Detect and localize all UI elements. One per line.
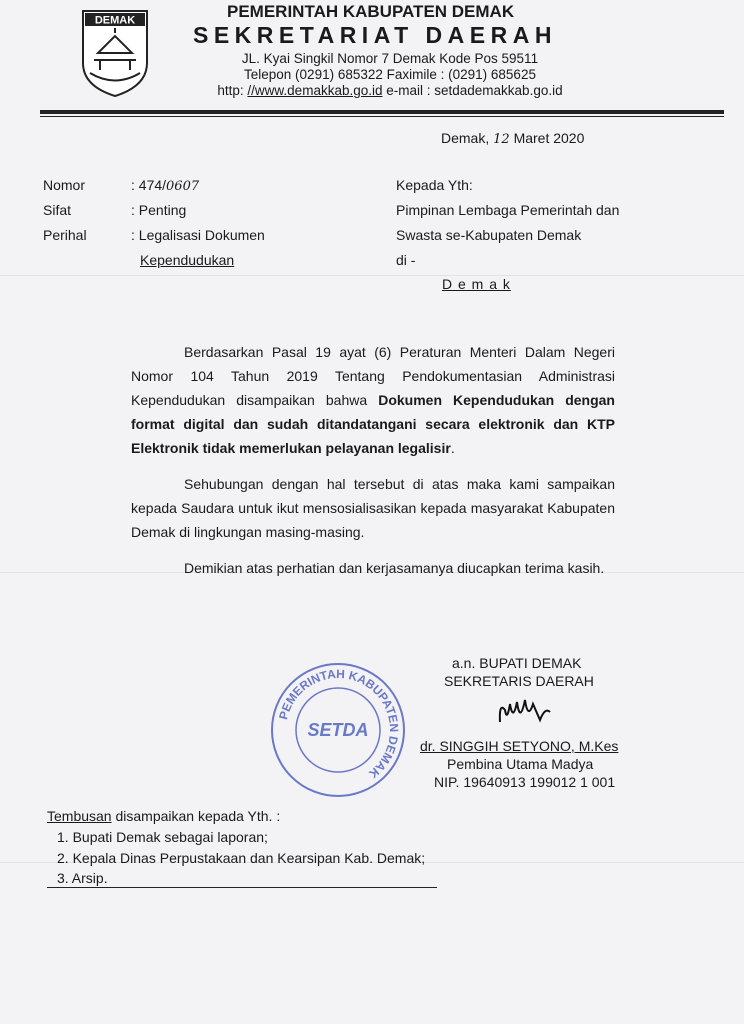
- signatory-rank: Pembina Utama Madya: [447, 756, 594, 772]
- recipient-city: D e m a k: [442, 276, 511, 292]
- recipient-greeting: Kepada Yth:: [396, 177, 473, 193]
- website-link[interactable]: //www.demakkab.go.id: [247, 83, 383, 98]
- cc-item: 3. Arsip.: [57, 870, 108, 886]
- recipient-line: di -: [396, 252, 416, 268]
- header-rule: [40, 116, 724, 117]
- svg-text:SETDA: SETDA: [307, 720, 369, 740]
- svg-text:DEMAK: DEMAK: [94, 14, 136, 27]
- body-paragraph-3: Demikian atas perhatian dan kerjasamanya diucapkan terima kasih.: [184, 560, 605, 576]
- cc-rule: [47, 887, 437, 888]
- meta-value: : 474/0607: [131, 177, 200, 194]
- meta-label: Nomor: [43, 177, 86, 193]
- official-stamp: [268, 660, 408, 800]
- letter-date: Demak, 12 Maret 2020: [441, 130, 585, 147]
- signatory-name: dr. SINGGIH SETYONO, M.Kes: [420, 738, 619, 754]
- address: JL. Kyai Singkil Nomor 7 Demak Kode Pos 59511: [241, 51, 539, 66]
- meta-value: : Legalisasi Dokumen: [131, 227, 265, 243]
- meta-value: Kependudukan: [140, 252, 235, 268]
- meta-label: Sifat: [43, 202, 72, 218]
- cc-item: 1. Bupati Demak sebagai laporan;: [57, 829, 268, 845]
- letter-body: [131, 340, 615, 592]
- signature-position: SEKRETARIS DAERAH: [444, 673, 594, 689]
- header-rule: [40, 110, 724, 114]
- meta-label: Perihal: [43, 227, 87, 243]
- meta-value: : Penting: [131, 202, 187, 218]
- paper-fold: [0, 275, 744, 276]
- signature-on-behalf: a.n. BUPATI DEMAK: [452, 655, 582, 671]
- signatory-nip: NIP. 19640913 199012 1 001: [434, 774, 616, 790]
- handwritten-signature: [495, 692, 555, 732]
- demak-logo: [80, 8, 150, 98]
- body-paragraph-1: Berdasarkan Pasal 19 ayat (6) Peraturan Menteri Dalam Negeri Nomor 104 Tahun 2019 Tentang Pendokumentasian Administrasi Kependudukan disampaikan bahwa Dokumen Kependudukan dengan format digital dan sudah ditandatangani secara elektronik dan KTP Elektronik tidak memerlukan pelayanan legalisir.: [131, 344, 615, 456]
- office-name: SEKRETARIAT DAERAH: [193, 22, 557, 48]
- recipient-line: Pimpinan Lembaga Pemerintah dan: [396, 202, 620, 218]
- web-email: http: //www.demakkab.go.id e-mail : setdademakkab.go.id: [217, 83, 563, 98]
- cc-title: Tembusan disampaikan kepada Yth. :: [47, 808, 281, 824]
- phone: Telepon (0291) 685322 Faximile : (0291) 685625: [244, 67, 536, 82]
- government-name: PEMERINTAH KABUPATEN DEMAK: [227, 2, 515, 21]
- recipient-line: Swasta se-Kabupaten Demak: [396, 227, 582, 243]
- body-paragraph-2: Sehubungan dengan hal tersebut di atas maka kami sampaikan kepada Saudara untuk ikut mensosialisasikan kepada masyarakat Kabupaten Demak di lingkungan masing-masing.: [131, 476, 615, 540]
- svg-text:PEMERINTAH KABUPATEN DEMAK: PEMERINTAH KABUPATEN DEMAK: [276, 666, 402, 782]
- cc-item: 2. Kepala Dinas Perpustakaan dan Kearsipan Kab. Demak;: [57, 850, 426, 866]
